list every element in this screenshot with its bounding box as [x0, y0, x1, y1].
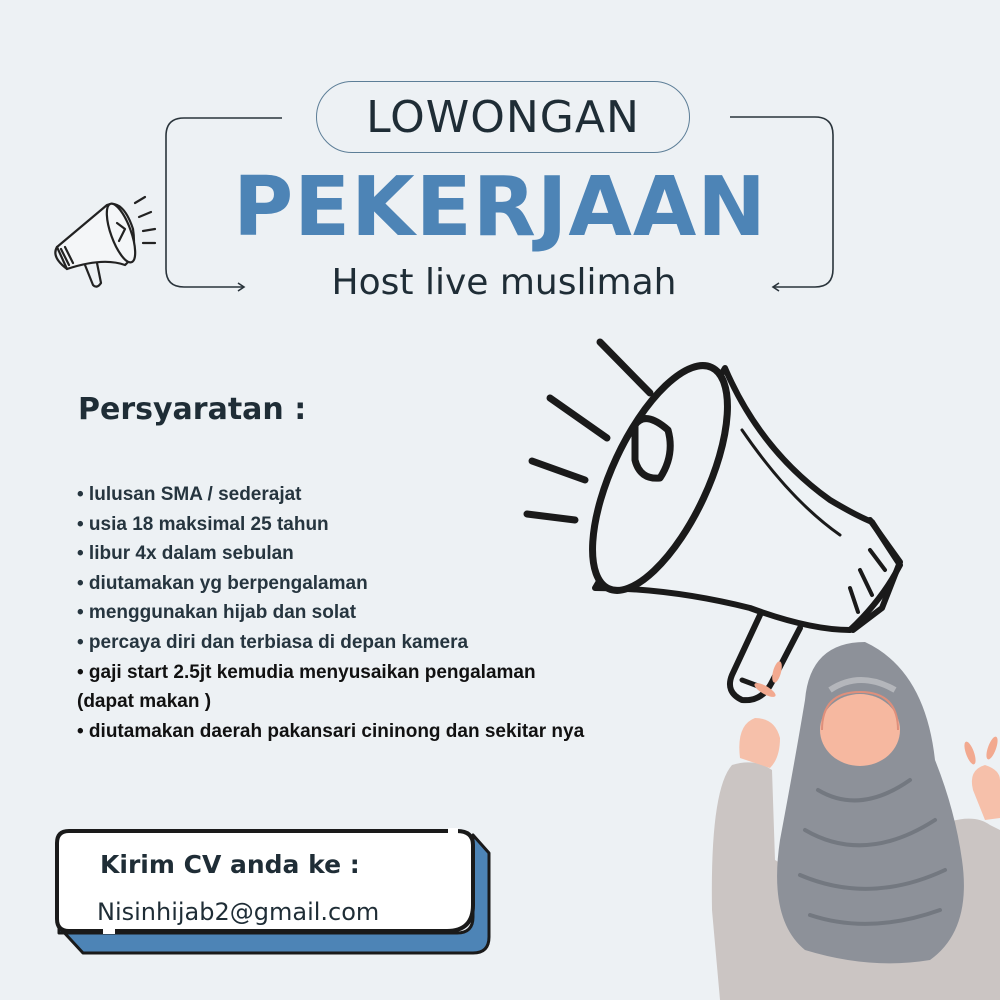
list-item: • usia 18 maksimal 25 tahun	[77, 513, 329, 535]
requirements-title: Persyaratan :	[78, 392, 307, 427]
list-item: • menggunakan hijab dan solat	[77, 602, 357, 624]
requirements-list	[77, 480, 584, 746]
page-title: PEKERJAAN	[233, 160, 767, 255]
list-item: • gaji start 2.5jt kemudia menyusaikan pengalaman	[77, 661, 536, 683]
list-item: • diutamakan yg berpengalaman	[77, 572, 368, 594]
lowongan-pill	[316, 81, 690, 153]
contact-title: Kirim CV anda ke :	[100, 850, 360, 879]
contact-card	[53, 827, 495, 957]
list-item: • percaya diri dan terbiasa di depan kamera	[77, 631, 469, 653]
contact-email[interactable]: Nisinhijab2@gmail.com	[97, 898, 380, 926]
list-item: • lulusan SMA / sederajat	[77, 484, 302, 505]
megaphone-icon	[45, 185, 160, 295]
header-label: LOWONGAN	[366, 91, 640, 143]
list-item: • diutamakan daerah pakansari cininong dan sekitar nya	[77, 720, 585, 742]
list-item: • libur 4x dalam sebulan	[77, 543, 294, 565]
job-subtitle: Host live muslimah	[331, 262, 677, 303]
hijab-woman-illustration	[700, 630, 1000, 1000]
list-item: (dapat makan )	[77, 691, 212, 713]
